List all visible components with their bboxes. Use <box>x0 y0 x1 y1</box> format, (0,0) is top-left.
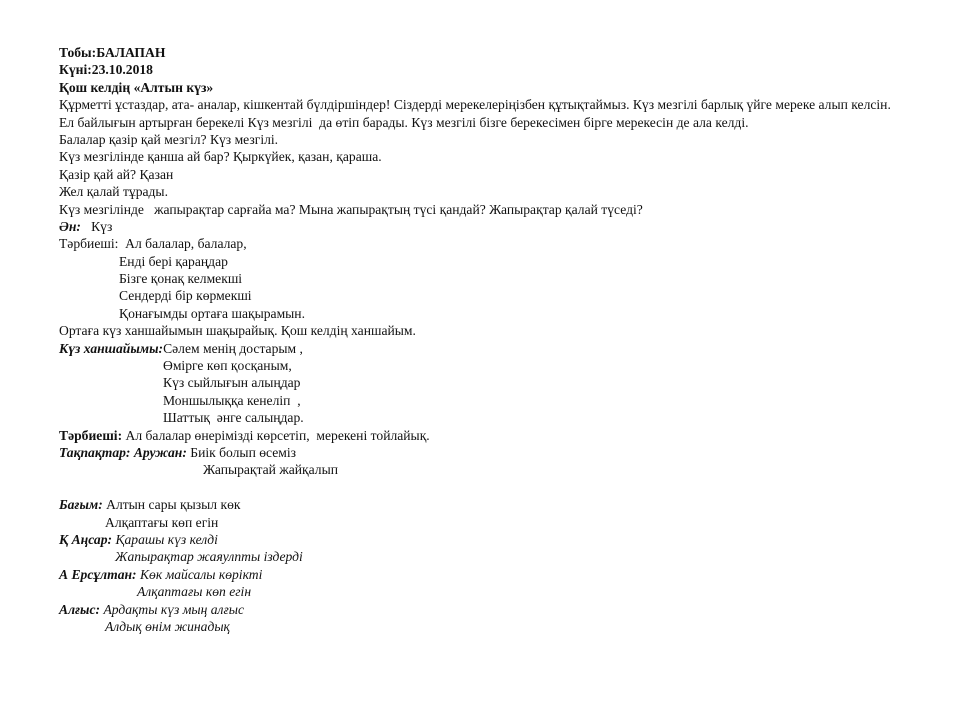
ansar-text: Қарашы күз келді <box>112 531 218 547</box>
teacher-line-2 <box>59 427 939 444</box>
teacher-verse-line: Енді бері қараңдар <box>119 253 228 269</box>
paragraph-leaves-question: Күз мезгілінде жапырақтар сарғайа ма? Мына жапырақтың түсі қандай? Жапырақтар қалай түседі? <box>59 201 643 217</box>
bagym-label: Бағым: <box>59 497 103 513</box>
group-line: Тобы:БАЛАПАН <box>59 45 166 60</box>
blank-line <box>59 479 939 496</box>
poems-text: Биік болып өсеміз <box>186 445 297 460</box>
poems-label: Тақпақтар: Аружан: <box>59 445 187 460</box>
ersultan-line <box>59 566 939 583</box>
paragraph-months-question: Күз мезгілінде қанша ай бар? Қыркүйек, қазан, қараша. <box>59 149 382 165</box>
song-line <box>59 218 939 235</box>
teacher-label-bold: Тәрбиеші: <box>59 427 123 443</box>
song-text: Күз <box>80 218 113 234</box>
paragraph-autumn: Ел байлығын артырған берекелі Күз мезгілі да өтіп барады. Күз мезгілі бізге берекесімен бірге мерекесін де ала келді. <box>59 114 749 130</box>
paragraph-wind: Жел қалай тұрады. <box>59 184 168 200</box>
teacher-label: Тәрбиеші: <box>59 236 122 252</box>
ansar-verse-line: Жапырақтар жаяулпты іздерді <box>115 549 303 565</box>
teacher-text-2: Ал балалар өнерімізді көрсетіп, мерекені тойлайық. <box>122 427 430 443</box>
song-label: Ән: <box>59 218 81 234</box>
ansar-line <box>59 531 939 548</box>
document-content <box>59 44 939 635</box>
queen-label: Күз ханшайымы: <box>59 340 164 356</box>
queen-verse-line: Моншылыққа кенеліп , <box>163 392 301 408</box>
teacher-verse-line: Қонағымды ортаға шақырамын. <box>119 305 305 321</box>
title-line: Қош келдің «Алтын күз» <box>59 79 214 95</box>
bagym-line <box>59 496 939 513</box>
algys-line <box>59 601 939 618</box>
paragraph-season-question: Балалар қазір қай мезгіл? Күз мезгілі. <box>59 131 279 147</box>
paragraph-queen-invite: Ортаға күз ханшайымын шақырайық. Қош келдің ханшайым. <box>59 323 416 339</box>
teacher-verse-line: Сендерді бір көрмекші <box>119 288 252 304</box>
bagym-verse-line: Алқаптағы көп егін <box>105 514 219 530</box>
date-line: Күні:23.10.2018 <box>59 62 153 78</box>
queen-line <box>59 340 939 357</box>
queen-verse-line: Өмірге көп қосқаным, <box>163 358 292 374</box>
poems-verse-line: Жапырақтай жайқалып <box>203 462 339 478</box>
paragraph-greeting: Құрметті ұстаздар, ата- аналар, кішкентай бүлдіршіндер! Сіздерді мерекелеріңізбен құтықтаймыз. Күз мезгілі барлық үйге мереке алып келсін. <box>59 97 891 113</box>
ersultan-label: А Ерсұлтан: <box>59 566 137 582</box>
algys-label: Алғыс: <box>59 601 101 617</box>
teacher-text: Ал балалар, балалар, <box>121 236 247 252</box>
poems-line <box>59 444 939 461</box>
queen-text: Сәлем менің достарым , <box>163 340 303 356</box>
ansar-label: Қ Аңсар: <box>59 531 113 547</box>
bagym-text: Алтын сары қызыл көк <box>102 497 241 513</box>
queen-verse-line: Шаттық әнге салыңдар. <box>163 410 304 426</box>
algys-verse-line: Алдық өнім жинадық <box>105 618 230 634</box>
algys-text: Ардақты күз мың алғыс <box>100 601 244 617</box>
queen-verse-line: Күз сыйлығын алыңдар <box>163 375 301 391</box>
teacher-line-1 <box>59 235 939 252</box>
teacher-verse-line: Бізге қонақ келмекші <box>119 271 243 287</box>
paragraph-month-question: Қазір қай ай? Қазан <box>59 166 174 182</box>
ersultan-text: Көк майсалы көрікті <box>136 566 263 582</box>
ersultan-verse-line: Алқаптағы көп егін <box>137 584 252 600</box>
